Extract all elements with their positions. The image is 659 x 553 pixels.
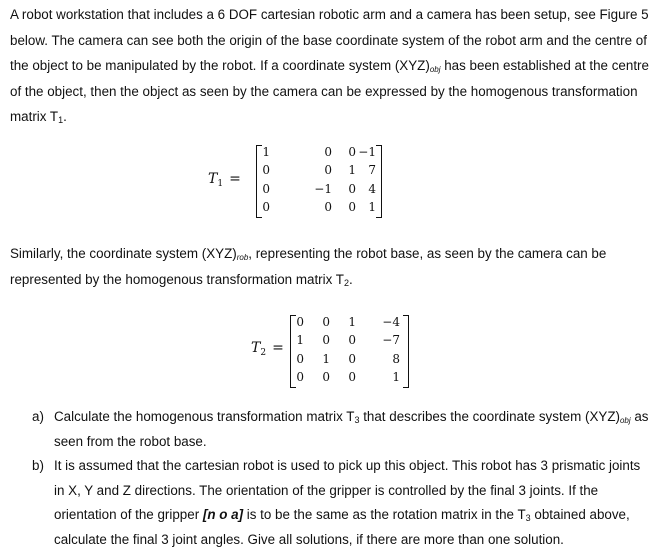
middle-text-1: Similarly, the coordinate system (XYZ) xyxy=(10,246,237,261)
matrix-t1-right-bracket xyxy=(376,145,382,218)
matrix-t2-cell-r2-c1: 1 xyxy=(296,333,304,347)
question-b-subscript-3: 3 xyxy=(525,513,531,524)
matrix-t1-cell-r1-c1: 1 xyxy=(262,145,270,159)
matrix-t1-cell-r2-c3: 1 xyxy=(348,163,356,177)
matrix-t1-cell-r2-c1: 0 xyxy=(262,163,270,177)
intro-text-2: has been established at the centre of the object, then the object as seen by the camera can be expressed by the homogenous transformation matrix T xyxy=(10,58,649,125)
matrix-t1-cell-r4-c3: 0 xyxy=(348,200,356,214)
matrix-t1-cell-r1-c3: 0 xyxy=(348,145,356,159)
intro-paragraph xyxy=(10,2,650,130)
question-list xyxy=(32,405,652,553)
matrix-t2-cell-r1-c1: 0 xyxy=(296,315,304,329)
matrix-t1-cell-r3-c3: 0 xyxy=(348,182,356,196)
question-a-text-3: as seen from the robot base. xyxy=(54,409,649,449)
question-b-label: b) xyxy=(32,458,44,474)
question-a-subscript-3: 3 xyxy=(354,415,360,425)
question-b-noa: [n o a] xyxy=(202,507,244,523)
question-a-subscript-obj: obj xyxy=(619,416,631,425)
matrix-t2-cell-r1-c3: 1 xyxy=(348,315,356,329)
middle-subscript-rob: rob xyxy=(236,253,249,262)
matrix-t1-subscript: 1 xyxy=(217,179,224,189)
matrix-t2-right-bracket xyxy=(403,315,409,388)
matrix-t1-cell-r3-c1: 0 xyxy=(262,182,270,196)
matrix-t1-cell-r1-c4: −1 xyxy=(358,145,376,159)
matrix-t1-symbol: T xyxy=(208,171,218,187)
intro-subscript-obj: obj xyxy=(429,65,441,75)
matrix-t1-cell-r4-c4: 1 xyxy=(368,200,376,214)
matrix-t2-equals: = xyxy=(272,340,284,356)
intro-text-1: A robot workstation that includes a 6 DOF cartesian robotic arm and a camera has been setup, see Figure 5 below. The camera can see both the origin of the base coordinate system of the robot arm and the centre of the object to be manipulated by the robot. If a coordinate system (XYZ) xyxy=(10,7,649,74)
matrix-t2-cell-r3-c4: 8 xyxy=(392,352,400,366)
matrix-t1-label xyxy=(208,171,241,189)
question-b-text-3: obtained above, calculate the final 3 joint angles. Give all solutions, if there are more than one solution. xyxy=(54,507,630,547)
question-a xyxy=(32,405,652,454)
question-b-text-1: It is assumed that the cartesian robot is used to pick up this object. This robot has 3 prismatic joints in X, Y and Z directions. The orientation of the gripper is controlled by the final 3 joints. If the orientation of the gripper xyxy=(54,458,641,523)
question-a-text-2: that describes the coordinate system (XYZ) xyxy=(359,409,620,424)
matrix-t1-cell-r2-c2: 0 xyxy=(324,163,332,177)
middle-text-3: . xyxy=(348,271,353,287)
middle-subscript-2: 2 xyxy=(343,277,349,288)
matrix-t1-cell-r3-c2: −1 xyxy=(314,182,332,196)
matrix-t2-label xyxy=(251,340,284,358)
matrix-t2-cell-r3-c3: 0 xyxy=(348,352,356,366)
matrix-t1-cell-r1-c2: 0 xyxy=(324,145,332,159)
matrix-t2-cell-r1-c2: 0 xyxy=(322,315,330,329)
matrix-t2-cell-r4-c3: 0 xyxy=(348,370,356,384)
question-a-text-1: Calculate the homogenous transformation matrix T xyxy=(54,409,355,424)
intro-text-3: . xyxy=(63,109,67,125)
matrix-t2-cell-r2-c4: −7 xyxy=(382,333,400,347)
question-a-label: a) xyxy=(32,409,44,424)
matrix-t2-cell-r3-c1: 0 xyxy=(296,352,304,366)
matrix-t2-subscript: 2 xyxy=(260,348,267,358)
matrix-t2-cell-r2-c2: 0 xyxy=(322,333,330,347)
matrix-t1-cell-r4-c1: 0 xyxy=(262,200,270,214)
matrix-t2-cell-r1-c4: −4 xyxy=(382,315,400,329)
matrix-t2-cell-r4-c4: 1 xyxy=(392,370,400,384)
matrix-t2-cell-r4-c2: 0 xyxy=(322,370,330,384)
matrix-t1-equals: = xyxy=(229,171,241,187)
intro-subscript-1: 1 xyxy=(58,115,64,126)
matrix-t1-cell-r3-c4: 4 xyxy=(368,182,376,196)
middle-paragraph xyxy=(10,241,650,292)
matrix-t2-symbol: T xyxy=(251,340,261,356)
middle-text-2: , representing the robot base, as seen by the camera can be represented by the homogenous transformation matrix T xyxy=(10,246,607,287)
matrix-t2-cell-r4-c1: 0 xyxy=(296,370,304,384)
question-b-text-2: is to be the same as the rotation matrix in the T xyxy=(243,507,526,523)
matrix-t2-cell-r3-c2: 1 xyxy=(322,352,330,366)
matrix-t2-cell-r2-c3: 0 xyxy=(348,333,356,347)
matrix-t1-cell-r4-c2: 0 xyxy=(324,200,332,214)
matrix-t1-cell-r2-c4: 7 xyxy=(368,163,376,177)
question-b xyxy=(32,454,652,552)
